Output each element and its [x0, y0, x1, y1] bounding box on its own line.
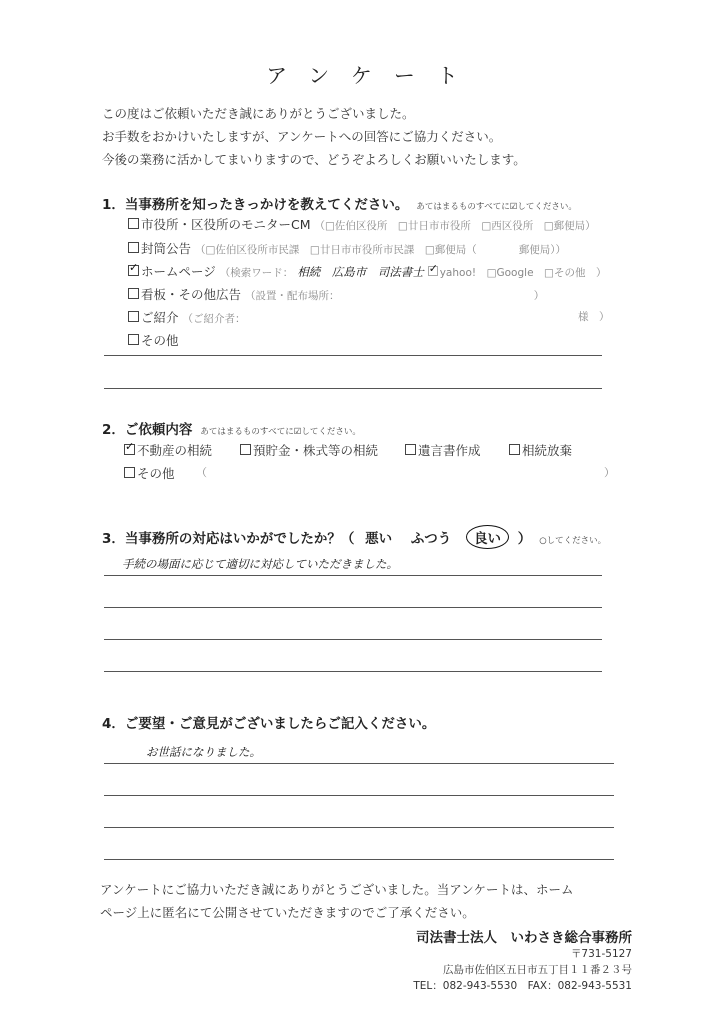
q1-referral-suffix: 様 ） [578, 311, 610, 323]
answer-line [104, 827, 614, 828]
answer-line [104, 639, 602, 640]
q1-option-sub: （検索ワード： [219, 267, 294, 279]
checkbox-icon[interactable] [405, 444, 416, 455]
q1-option-other[interactable] [128, 331, 179, 349]
answer-line [104, 763, 614, 764]
q1-option-label: ホームページ [141, 264, 216, 279]
q1-option-envelope[interactable] [128, 239, 566, 257]
handwritten-search-words: 相続 広島市 司法書士 [297, 265, 424, 279]
q1-option-referral[interactable] [128, 308, 246, 326]
checkbox-icon[interactable] [128, 334, 139, 345]
q2-option-label: 不動産の相続 [137, 443, 213, 458]
search-engine-labels: yahoo! □Google □その他 ） [439, 267, 607, 279]
q2-other-open-paren: （ [196, 466, 207, 479]
q2-option-renunciation[interactable] [509, 441, 572, 459]
intro-line-1: この度はご依頼いただき誠にありがとうございました。 [102, 106, 415, 121]
checked-checkbox-icon[interactable] [124, 444, 135, 455]
answer-line [104, 859, 614, 860]
q2-heading [102, 418, 361, 438]
answer-line [104, 795, 614, 796]
checkbox-icon[interactable] [128, 288, 139, 299]
answer-line [104, 671, 602, 672]
checked-checkbox-icon[interactable] [428, 266, 438, 276]
q1-option-label: ご紹介 [141, 310, 179, 325]
q4-handwritten-answer: お世話になりました。 [146, 745, 261, 759]
q1-option-monitor-cm[interactable] [128, 215, 596, 233]
contact-numbers: TEL：082-943-5530 FAX：082-943-5531 [413, 980, 632, 992]
q1-option-sub: （ご紹介者： [182, 313, 246, 325]
q3-heading-close: ） [517, 531, 532, 547]
q1-option-label: 看板・その他広告 [141, 287, 242, 302]
rating-bad[interactable]: 悪い [365, 531, 393, 547]
intro-line-2: お手数をおかけいたしますが、アンケートへの回答にご協力ください。 [102, 129, 502, 144]
q4-heading: 4．ご要望・ご意見がございましたらご記入ください。 [102, 716, 436, 732]
intro-line-3: 今後の業務に活かしてまいりますので、どうぞよろしくお願いいたします。 [102, 152, 526, 167]
q3-note: ○してください。 [539, 536, 607, 546]
q1-option-label: 市役所・区役所のモニターCM [141, 217, 311, 232]
q1-option-label: 封筒公告 [141, 241, 192, 256]
answer-line [104, 607, 602, 608]
q2-option-label: その他 [137, 466, 175, 481]
q2-option-label: 預貯金・株式等の相続 [253, 443, 379, 458]
q1-note: あてはまるものすべてに☑してください。 [416, 202, 577, 212]
checkbox-icon[interactable] [240, 444, 251, 455]
footer-line-1: アンケートにご協力いただき誠にありがとうございました。当アンケートは、ホーム [100, 882, 574, 897]
q1-option-label: その他 [141, 333, 179, 348]
q2-option-other[interactable] [124, 464, 175, 482]
q2-option-will[interactable] [405, 441, 481, 459]
q2-other-close-paren: ） [604, 466, 615, 479]
q1-option-sub: （設置・配布場所： ） [245, 290, 545, 302]
q1-option-sub: （□佐伯区役所市民課 □廿日市市役所市民課 □郵便局（ 郵便局）） [195, 244, 567, 256]
answer-line [104, 388, 602, 389]
checkbox-icon[interactable] [124, 467, 135, 478]
q1-heading-text: 1．当事務所を知ったきっかけを教えてください。 [102, 197, 409, 213]
checkbox-icon[interactable] [128, 218, 139, 229]
q2-option-deposits[interactable] [240, 441, 378, 459]
q2-option-real-estate[interactable] [124, 441, 212, 459]
checkbox-icon[interactable] [128, 311, 139, 322]
q3-handwritten-answer: 手続の場面に応じて適切に対応していただきました。 [122, 557, 398, 571]
answer-line [104, 355, 602, 356]
checkbox-icon[interactable] [509, 444, 520, 455]
checked-checkbox-icon[interactable] [128, 265, 139, 276]
firm-name: 司法書士法人 いわさき総合事務所 [416, 930, 632, 946]
address: 広島市佐伯区五日市五丁目１１番２３号 [443, 964, 632, 976]
q3-heading-text: 3．当事務所の対応はいかがでしたか？（ [102, 531, 355, 547]
q2-heading-text: 2．ご依頼内容 [102, 422, 193, 438]
page-title: アンケート [266, 64, 480, 88]
q2-option-label: 遺言書作成 [418, 443, 481, 458]
q2-note: あてはまるものすべてに☑してください。 [200, 427, 361, 437]
q3-heading [102, 525, 606, 549]
rating-ok[interactable]: ふつう [410, 531, 452, 547]
q1-option-sub: （□佐伯区役所 □廿日市市役所 □西区役所 □郵便局） [314, 220, 596, 232]
q1-option-homepage[interactable] [128, 262, 606, 280]
rating-good-circled[interactable]: 良い [466, 525, 509, 549]
q1-option-signboard[interactable] [128, 285, 544, 303]
checkbox-icon[interactable] [128, 242, 139, 253]
postal-code: 〒731-5127 [570, 948, 632, 960]
footer-line-2: ページ上に匿名にて公開させていただきますのでご了承ください。 [100, 905, 475, 920]
answer-line [104, 575, 602, 576]
search-engine-options [428, 267, 607, 279]
q1-heading [102, 193, 577, 213]
q2-option-label: 相続放棄 [522, 443, 573, 458]
